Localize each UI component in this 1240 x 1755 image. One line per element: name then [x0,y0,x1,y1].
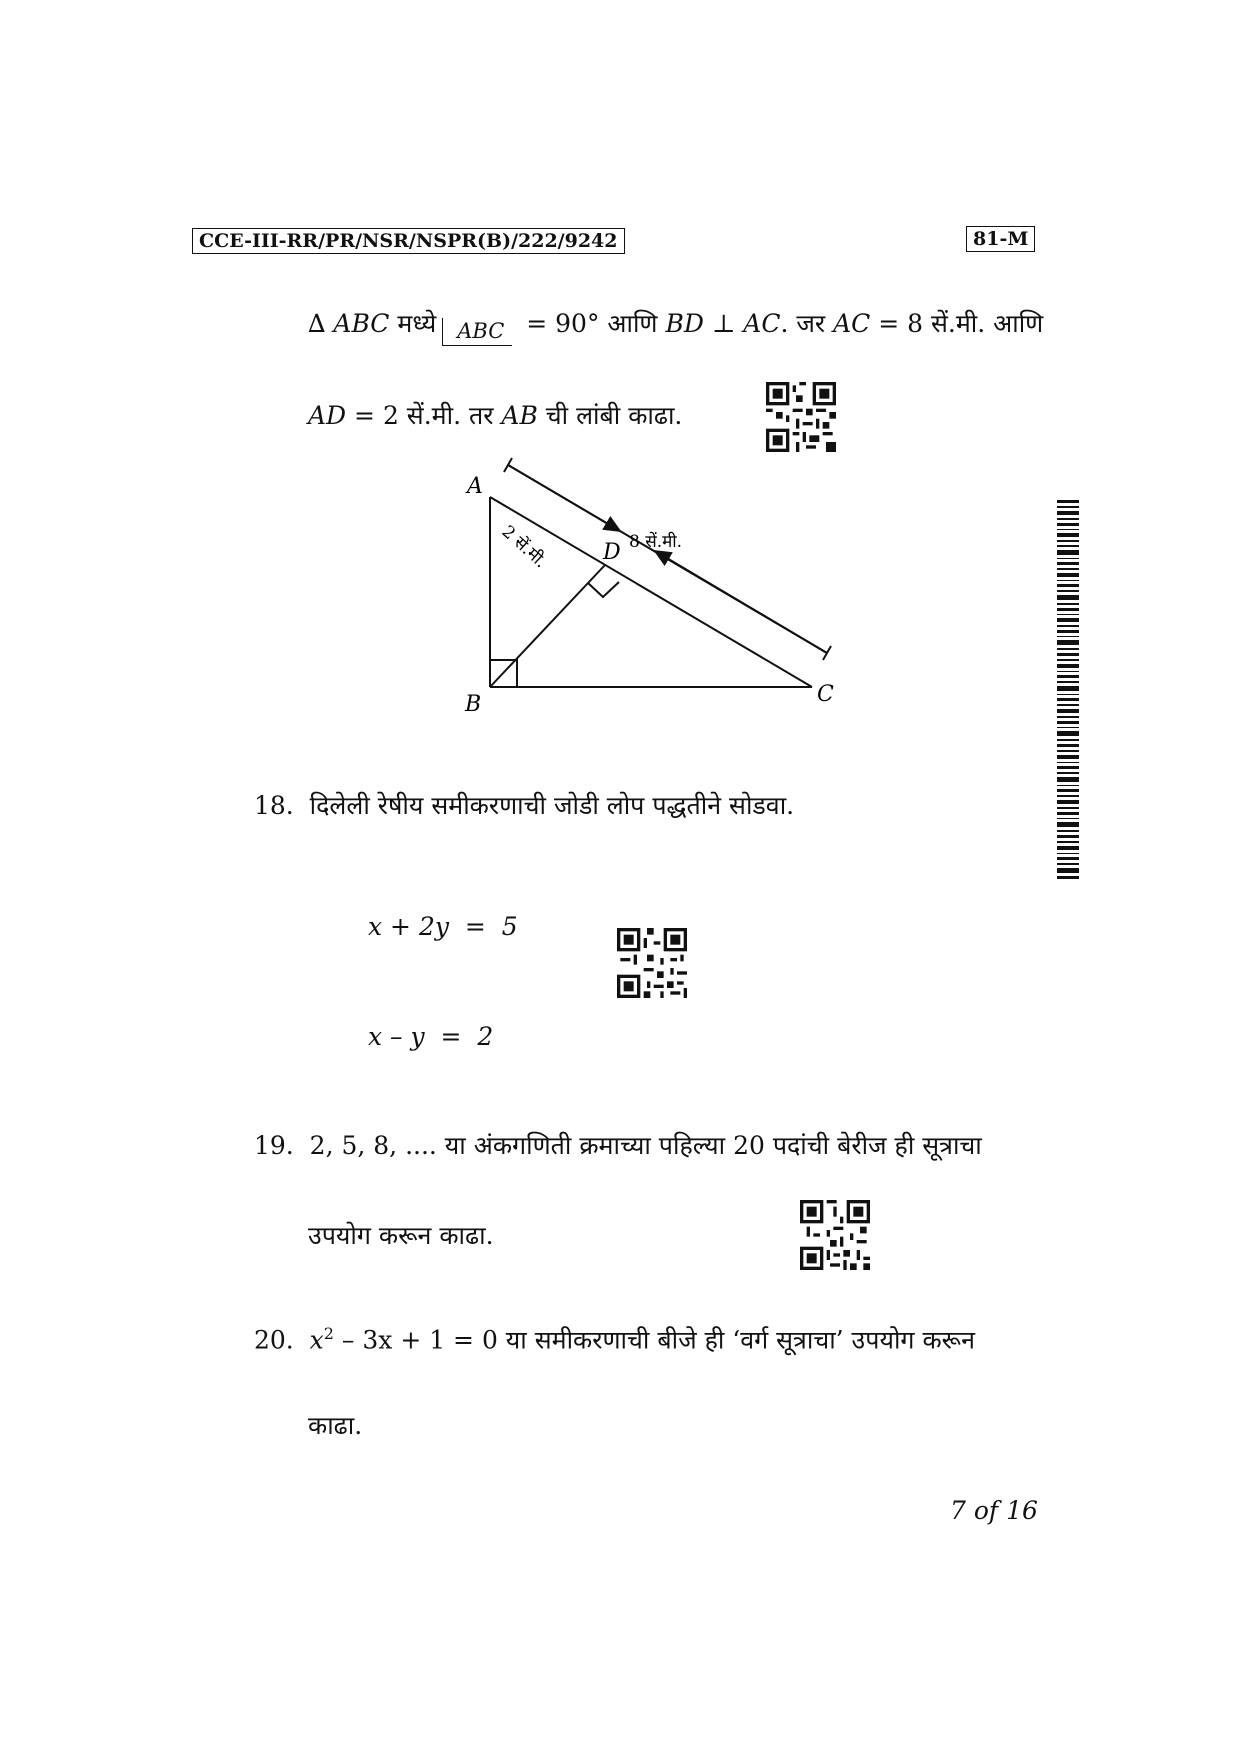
document-code: CCE-III-RR/PR/NSR/NSPR(B)/222/9242 [192,228,625,254]
q17-line-1 [308,308,1043,346]
angle-symbol [442,318,512,346]
segment-ad: AD [308,401,347,430]
arrow-to-d [508,465,620,531]
question-number: 19. [254,1131,294,1160]
text-fragment: = 2 सें.मी. तर [346,401,502,430]
question-18 [254,790,794,822]
paper-id: 81-M [966,226,1035,252]
qr-code-icon [617,928,687,998]
length-label-ad: 2 सें.मी. [497,521,551,573]
triangle-name: ABC [333,309,390,338]
delta-symbol: ∆ [308,309,334,338]
text-fragment: मध्ये [389,309,437,338]
perp-symbol: ⊥ [703,309,744,338]
text-fragment: = 90° आणि [518,309,666,338]
segment-ac: AC [833,309,871,338]
question-text: 2, 5, 8, .... या अंकगणिती क्रमाच्या पहिल्या 20 पदांची बेरीज ही सूत्राचा [309,1131,982,1160]
question-20-line-2: काढा. [308,1411,363,1440]
arrow-from-c [655,551,827,653]
question-19-line-2: उपयोग करून काढा. [308,1221,494,1250]
page-number: 7 of 16 [950,1496,1038,1525]
question-text: – 3x + 1 = 0 या समीकरणाची बीजे ही ‘वर्ग सूत्राचा’ उपयोग करून [333,1325,975,1355]
equation-2: x – y = 2 [368,1022,494,1051]
barcode-icon [1057,500,1079,880]
question-number: 18. [254,791,294,820]
variable-x: x [309,1325,324,1355]
exponent: 2 [323,1324,334,1343]
side-ac [490,497,812,687]
question-number: 20. [254,1325,294,1355]
vertex-label-b: B [465,692,482,717]
segment-bd: BD [665,309,704,338]
vertex-label-c: C [817,682,834,707]
length-label-ac: 8 सें.मी. [629,532,683,552]
text-fragment: ची लांबी काढा. [537,401,683,430]
triangle-figure [455,455,855,725]
angle-name: ABC [457,319,505,343]
q17-line-2 [308,400,682,432]
vertex-label-d: D [603,540,621,565]
segment-ab: AB [501,401,538,430]
question-19 [254,1130,982,1162]
question-20 [254,1318,975,1356]
equation-1: x + 2y = 5 [368,912,518,941]
qr-code-icon [766,382,836,452]
vertex-label-a: A [467,474,483,499]
segment-ac: AC [743,309,781,338]
text-fragment: . जर [780,309,834,338]
question-text: दिलेली रेषीय समीकरणाची जोडी लोप पद्धतीने सोडवा. [309,791,795,820]
qr-code-icon [800,1200,870,1270]
text-fragment: = 8 सें.मी. आणि [870,309,1044,338]
right-angle-d [588,582,619,597]
